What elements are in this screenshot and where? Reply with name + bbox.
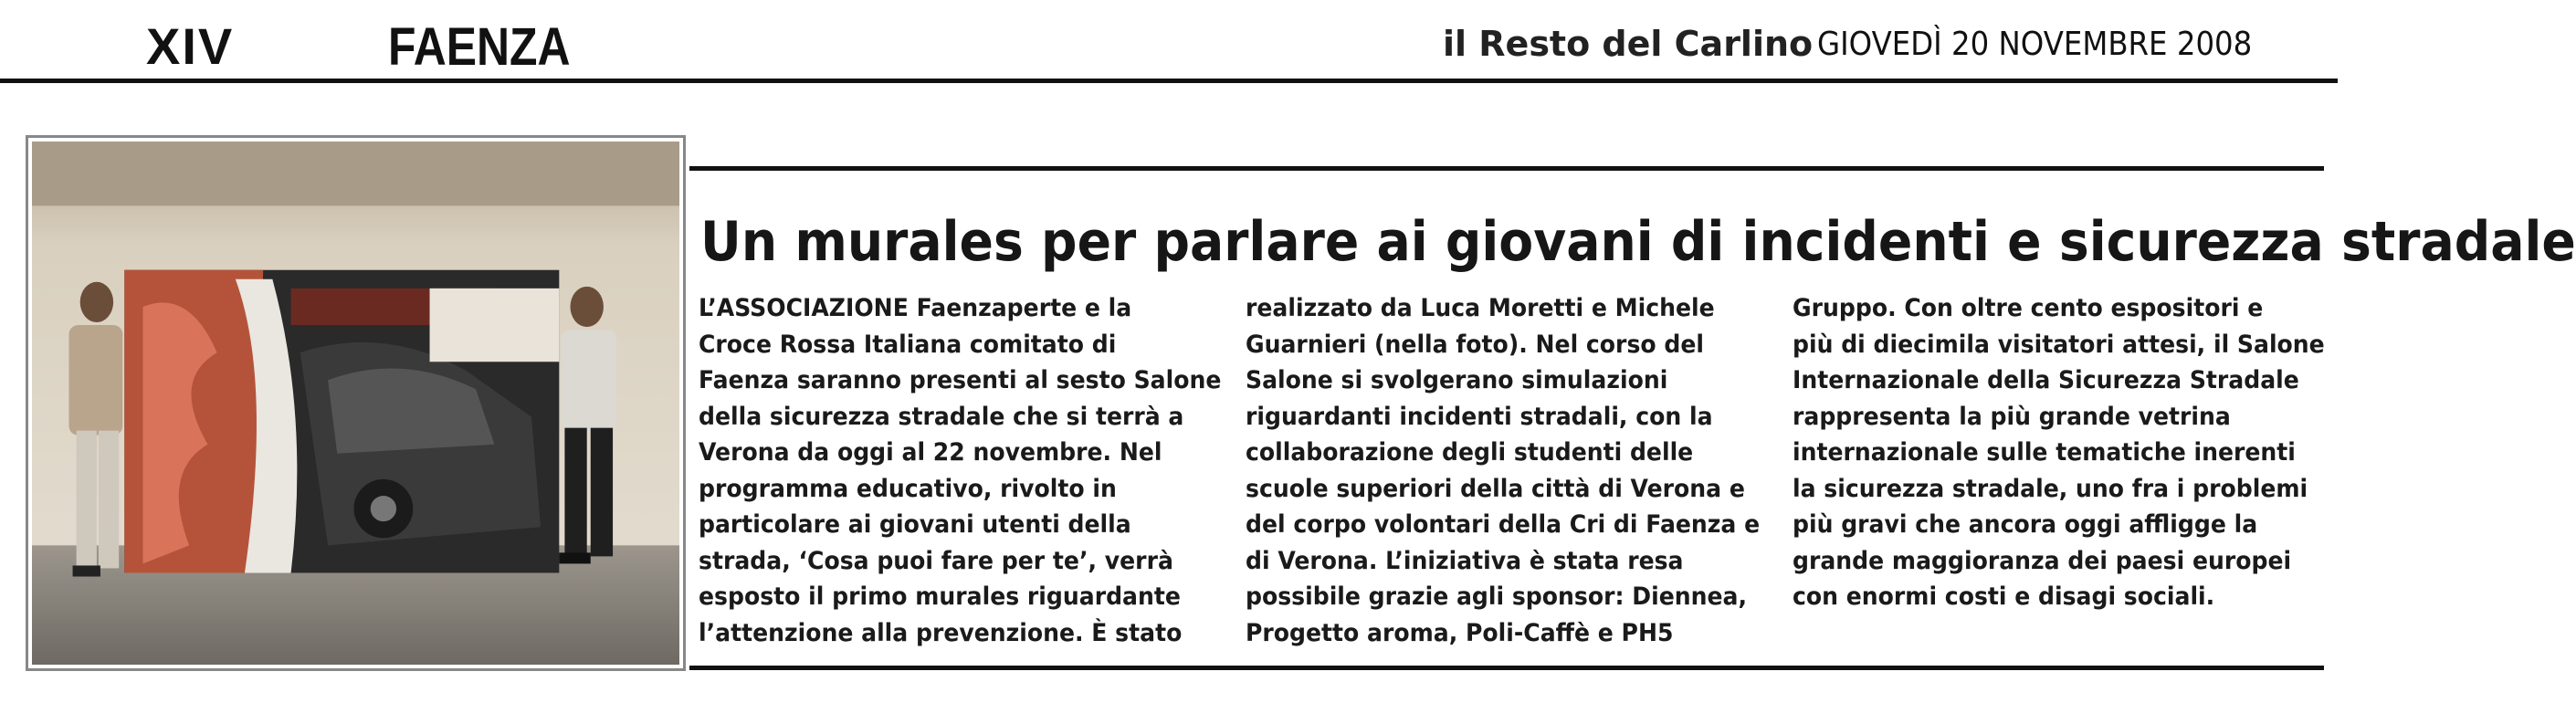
article-headline: Un murales per parlare ai giovani di incidenti e sicurezza stradale xyxy=(700,210,2576,274)
issue-date: GIOVEDÌ 20 NOVEMBRE 2008 xyxy=(1817,26,2253,63)
text-line: rappresenta la più grande vetrina xyxy=(1793,402,2231,431)
text-line: riguardanti incidenti stradali, con la xyxy=(1246,402,1713,431)
text-line: collaborazione degli studenti delle xyxy=(1246,438,1694,467)
text-line: grande maggioranza dei paesi europei xyxy=(1793,546,2292,575)
bottom-rule xyxy=(689,666,2324,670)
text-line: esposto il primo murales riguardante xyxy=(699,582,1181,611)
text-line: di Verona. L’iniziativa è stata resa xyxy=(1246,546,1684,575)
text-line: della sicurezza stradale che si terrà a xyxy=(699,402,1184,431)
text-line: Progetto aroma, Poli-Caffè e PH5 xyxy=(1246,618,1674,647)
text-line: possibile grazie agli sponsor: Diennea, xyxy=(1246,582,1748,611)
text-line: Croce Rossa Italiana comitato di xyxy=(699,330,1117,359)
text-line: con enormi costi e disagi sociali. xyxy=(1793,582,2215,611)
text-line: l’attenzione alla prevenzione. È stato xyxy=(699,618,1183,647)
text-line: Gruppo. Con oltre cento espositori e xyxy=(1793,294,2264,322)
article-column-1 xyxy=(699,290,1222,651)
text-line: più di diecimila visitatori attesi, il Salone xyxy=(1793,330,2325,359)
article-photo xyxy=(26,135,686,671)
text-line: la sicurezza stradale, uno fra i problemi xyxy=(1793,474,2308,503)
text-line: L’ASSOCIAZIONE Faenzaperte e la xyxy=(699,294,1132,322)
headline-top-rule xyxy=(689,166,2324,171)
text-line: scuole superiori della città di Verona e xyxy=(1246,474,1745,503)
text-line: Guarnieri (nella foto). Nel corso del xyxy=(1246,330,1704,359)
article-column-3 xyxy=(1793,290,2325,615)
text-line: realizzato da Luca Moretti e Michele xyxy=(1246,294,1715,322)
text-line: Faenza saranno presenti al sesto Salone xyxy=(699,366,1222,394)
text-line: più gravi che ancora oggi affligge la xyxy=(1793,510,2258,539)
newspaper-masthead: il Resto del Carlino xyxy=(1443,24,1814,64)
text-line: Salone si svolgerano simulazioni xyxy=(1246,366,1668,394)
photo-mural-icon xyxy=(32,142,679,665)
top-rule xyxy=(0,79,2338,83)
text-line: del corpo volontari della Cri di Faenza e xyxy=(1246,510,1761,539)
text-line: strada, ‘Cosa puoi fare per te’, verrà xyxy=(699,546,1173,575)
article-column-2 xyxy=(1246,290,1761,651)
text-line: Verona da oggi al 22 novembre. Nel xyxy=(699,438,1162,467)
text-line: particolare ai giovani utenti della xyxy=(699,510,1131,539)
text-line: internazionale sulle tematiche inerenti xyxy=(1793,438,2296,467)
page-number: XIV xyxy=(146,17,235,75)
text-line: programma educativo, rivolto in xyxy=(699,474,1117,503)
text-line: Internazionale della Sicurezza Stradale xyxy=(1793,366,2299,394)
section-title: FAENZA xyxy=(388,17,571,77)
